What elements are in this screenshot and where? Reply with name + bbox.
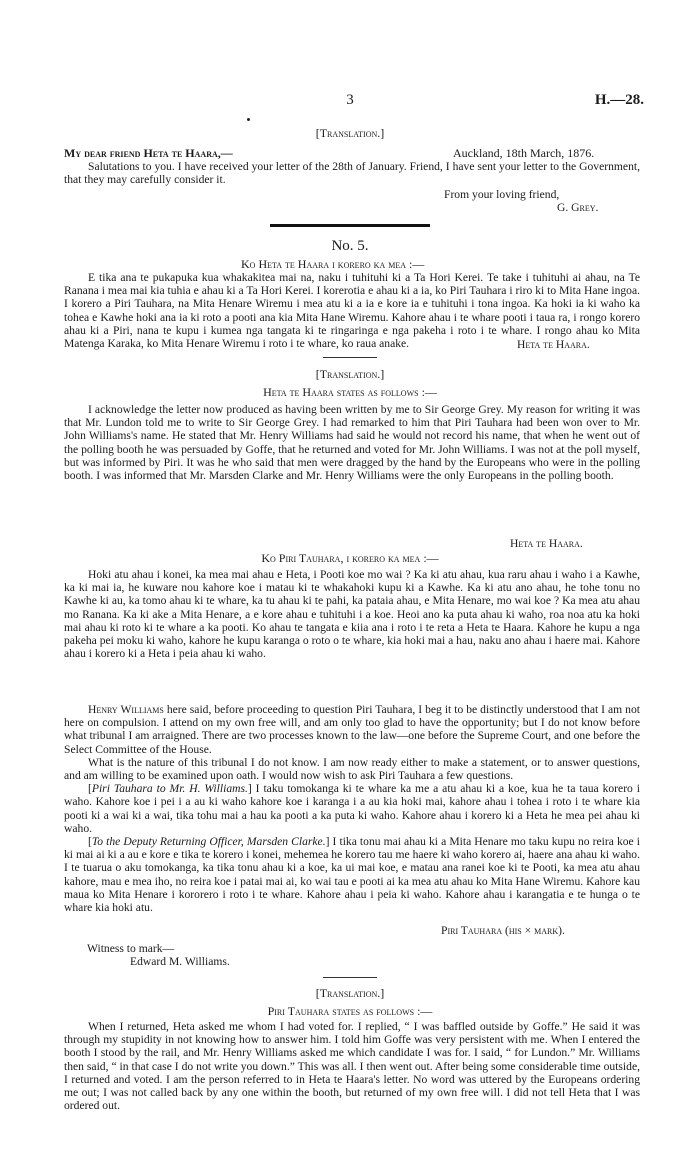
heta-english-statement [64,403,640,482]
hearing-section [64,703,640,914]
page-number: 3 [346,92,354,108]
piri-english-statement [64,1020,640,1112]
williams-statement: here said, before proceeding to question Piri Tauhara, I beg it to be distinctly understood that I am not here on compulsion. I attend on my own free will, and am only too glad to have the opportunity; but I do not know before what tribunal I am arraigned. There are two processes known to the law—one before the Supreme Court, and one before the Select Committee of the House. [64,703,640,756]
witness-label: Witness to mark— [87,942,175,955]
piri-english-intro: Piri Tauhara states as follows :— [267,1004,433,1018]
heta-english-signature: Heta te Haara. [510,537,583,550]
q-williams-text: ] I taku tomokanga ki te whare ka me a atu ahau ki a koe, kua he ta taua korero i waho. Kahore koe i pei i a au ki waho kahore koe i karanga i a au kia hoki mai, kahore ahau i tohea i roto i te whare kia pooti ki a wai ki a wai, tika tohu mai a hau ka pooti a ka puta ki waho. Kahore ahau i korero ki a Heta he mea pei ahau ki waho. [64,782,640,835]
heta-english-intro: Heta te Haara states as follows :— [263,385,437,399]
rule-1 [323,357,377,358]
section-divider [270,224,430,227]
q-williams-paragraph: [Piri Tauhara to Mr. H. Williams.] I taku tomokanga ki te whare ka me a atu ahau ki a koe, kua he ta taua korero i waho. Kahore koe i pei i a au ki waho kahore koe i karanga i a au kia hoki mai, kahore ahau i tohea i roto i te whare kia pooti ki a wai ki a wai, tika tohu mai a hau ka pooti a ka puta ki waho. Kahore ahau i korero ki a Heta he mea pei ahau ki waho. [64,782,640,835]
williams-paragraph [64,703,640,756]
letter-signature: G. Grey. [557,201,599,214]
letter-date: Auckland, 18th March, 1876. [453,146,595,160]
piri-english-body: When I returned, Heta asked me whom I had voted for. I replied, “ I was baffled outside by Goffe.” He said it was through my stupidity in not knowing how to answer him. I told him Goffe was very persistent with me. When I entered the booth I stood by the rail, and Mr. Henry Williams asked me which candidate I was for. I said, “ for Lundon.” Mr. Williams then said, “ in that case I do not write you down.” This was all. I then went out. After being some considerable time outside, I returned and voted. I am the person referred to in Heta te Haara's letter. No word was uttered by the Europeans ordering me out; I was not called back by any one within the booth, but returned of my own free will. I did not tell Heta that I was ordered out. [64,1020,640,1113]
heta-english-body: I acknowledge the letter now produced as having been written by me to Sir George Grey. My reason for writing it was that Mr. Lundon told me to write to Sir George Grey. I had remarked to him that Piri Tauhara had been won over to Mr. John Williams's name. He stated that Mr. Henry Williams had said he would not record his name, that when he went out of the polling booth he was persuaded by Goffe, that he returned and voted for Mr. John Williams. I was not at the poll myself, but was informed by Piri. It was he who said that men were dragged by the hand by the Europeans who were in the polling booth. I was informed that Mr. Marsden Clarke and Mr. Henry Williams were the only Europeans in the polling booth. [64,403,640,483]
q-clarke-paragraph: [To the Deputy Returning Officer, Marsden Clarke.] I tika tonu mai ahau ki a Mita Henare mo taku kupu no reira koe i ki mai ai ki a au e kore e tika te korero i konei, mehemea he korero tau me haere ki waho korero ai, haere ana ahau ki waho. I te tuarua o aku tomokanga, ka tika tonu ahau ki a koe, ka ui mai koe, e matau ana ranei koe ki te Pooti, ka mea atu ahau kahore, mau e mea iho, no reira koe i patai mai ai, ko wai tau e pooti ai ka mea atu ahau ko Mita Hane Wiremu. Kahore kau maua ko Mita Henare i kororero i roto i te whare. Kahore ahau i peia ki waho. Kahore ahau i karangatia e te hunga o te whare kia hoki atu. [64,835,640,915]
q-clarke-label: To the Deputy Returning Officer, Marsden Clarke. [91,835,326,849]
translation-label-3: [Translation.] [315,986,385,1000]
rule-2 [323,977,377,978]
williams-name: Henry Williams [88,703,164,716]
witness-name: Edward M. Williams. [130,955,230,968]
piri-maori-body: Hoki atu ahau i konei, ka mea mai ahau e Heta, i Pooti koe mo wai ? Ka ki atu ahau, kua raru ahau i waho i a Kawhe, ka ki mai ia, he kuware nou kahore koe i matau ki te whakahoki kupu ki a Kawhe. Ka ki atu ano ahau, he tohe tonu no Kawhe ki au, ka tomo ahau ki te whare, ka tu ahau ki te pahi, ka pataia ahau, e Mita Henare, mo wai koe ? Ka mea atu ahau mo Ranana. Ka ki ake a Mita Henare, a e kore ahau e tuhituhi i a koe. Heoi ano ka puta ahau ki waho, roa noa atu ka hoki mai ahau ki roto ki te whare a ka pooti. Ko ahau te tangata e kiia ana i roto i te reta a Heta te Haara. Kahore he kupu a nga pakeha pei moku ki waho, kahore he kupu karanga o roto o te whare, kia hoki mai a hau, naku ano ahau i haere mai. Kahore ahau i korero ki a Heta i peia ahau ki waho. [64,568,640,661]
heta-maori-signature: Heta te Haara. [517,338,590,351]
document-code: H.—28. [594,92,644,108]
tribunal-paragraph: What is the nature of this tribunal I do not know. I am now ready either to make a statement, or to answer questions, and am willing to be examined upon oath. I would now wish to ask Piri Tauhara a few questions. [64,755,640,783]
heta-maori-intro-text: Ko Heta te Haara i korero ka mea :— [241,257,425,271]
ink-dot [247,118,250,121]
letter-salutation: My dear friend Heta te Haara,— [64,146,233,160]
section-title: No. 5. [331,238,369,254]
piri-maori-intro: Ko Piri Tauhara, i korero ka mea :— [261,551,439,565]
heta-maori-intro [241,257,424,272]
q-williams-label: Piri Tauhara to Mr. H. Williams. [91,782,248,796]
letter-body-text: Salutations to you. I have received your letter of the 28th of January. Friend, I have sent your letter to the Government, that they may carefully consider it. [64,160,640,187]
heta-maori-body: E tika ana te pukapuka kua whakakitea mai na, naku i tuhituhi ki a Ta Hori Kerei. Te take i tuhituhi ai ahau, na Te Ranana i mea mai kia tuhia e ahau ki a Ta Hori Kerei. I korerotia e ahau ki a ia, ko Piri Tauhara i riro ki to Mita Hane ingoa. I korero a Piri Tauhara, na Mita Henare Wiremu i mea atu ki a ia e kore ia e tuhituhi i tona ingoa. Ka hoki ia ki waho ka tohea e Kawhe hoki ana ia ki roto a pooti ana kia Mita Hane Wiremu. Kahore ahau i te whare pooti i taua ra, i rongo korero ahau ki a Piri, nana te kupu i kumea nga tangata ki te ringaringa e nga pakeha i roto i te whare. I rongo ahau ko Mita Matenga Karaka, ko Mita Henare Wiremu i roto i te whare, ko raua anake. [64,271,640,351]
translation-label-2: [Translation.] [315,367,385,381]
letter-closing: From your loving friend, [444,188,560,201]
piri-maori-statement [64,568,640,660]
piri-mark: Piri Tauhara (his × mark). [441,924,565,937]
q-clarke-text: ] I tika tonu mai ahau ki a Mita Henare mo taku kupu no reira koe i ki mai ai ki a au e kore e tika te korero i konei, mehemea he korero tau me haere ki waho korero ai, haere ana ahau ki waho. I te tuarua o aku tomokanga, ka tika tonu ahau ki a koe, ka ui mai koe, e matau ana ranei koe ki te Pooti, ka mea atu ahau kahore, mau e mea iho, no reira koe i patai mai ai, ko wai tau e pooti ai ka mea atu ahau ko Mita Hane Wiremu. Kahore kau maua ko Mita Henare i kororero i roto i te whare. Kahore ahau i peia ki waho. Kahore ahau i karangatia e te hunga o te whare kia hoki atu. [64,835,640,915]
letter-body [64,160,640,186]
translation-label-1: [Translation.] [315,126,385,140]
